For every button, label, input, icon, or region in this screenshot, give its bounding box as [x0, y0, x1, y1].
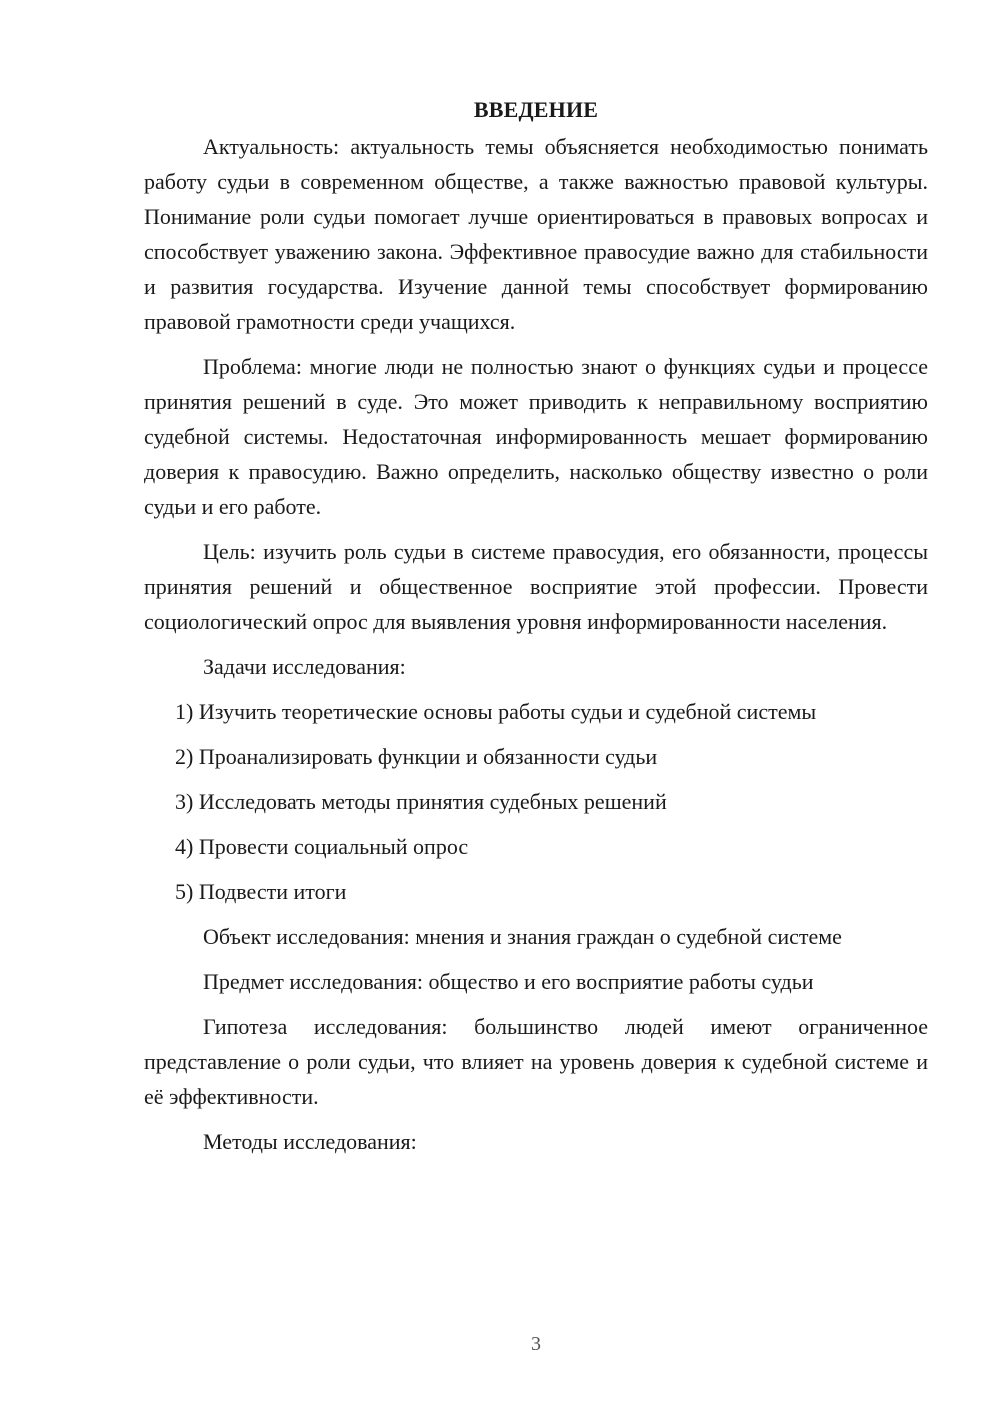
- methods-title: Методы исследования:: [203, 1129, 417, 1154]
- page-title: ВВЕДЕНИЕ: [473, 97, 599, 122]
- list-item: 1) Изучить теоретические основы работы судьи и судебной системы: [175, 699, 817, 724]
- research-object: Объект исследования: мнения и знания граждан о судебной системе: [203, 924, 842, 949]
- relevance-paragraph: Актуальность: актуальность темы объясняется необходимостью понимать работу судьи в современном обществе, а также важностью правовой культуры. Понимание роли судьи помогает лучше ориентироваться в правовых вопросах и способствует уважению закона. Эффективное правосудие важно для стабильности и развития государства. Изучение данной темы способствует формированию правовой грамотности среди учащихся.: [144, 134, 928, 334]
- list-item: 4) Провести социальный опрос: [175, 834, 469, 859]
- tasks-title: Задачи исследования:: [203, 654, 406, 679]
- list-item: 3) Исследовать методы принятия судебных решений: [175, 789, 667, 814]
- research-subject: Предмет исследования: общество и его восприятие работы судьи: [203, 969, 814, 994]
- list-item: 2) Проанализировать функции и обязанности судьи: [175, 744, 658, 769]
- hypothesis-paragraph: Гипотеза исследования: большинство людей имеют ограниченное представление о роли судьи, что влияет на уровень доверия к судебной системе и её эффективности.: [144, 1014, 928, 1109]
- page-number: 3: [531, 1333, 541, 1355]
- problem-paragraph: Проблема: многие люди не полностью знают о функциях судьи и процессе принятия решений в суде. Это может приводить к неправильному восприятию судебной системы. Недостаточная информированность мешает формированию доверия к правосудию. Важно определить, насколько обществу известно о роли судьи и его работе.: [144, 354, 928, 519]
- document-page: [144, 92, 928, 1159]
- list-item: 5) Подвести итоги: [175, 879, 347, 904]
- goal-paragraph: Цель: изучить роль судьи в системе правосудия, его обязанности, процессы принятия решений и общественное восприятие этой профессии. Провести социологический опрос для выявления уровня информированности населения.: [144, 539, 928, 634]
